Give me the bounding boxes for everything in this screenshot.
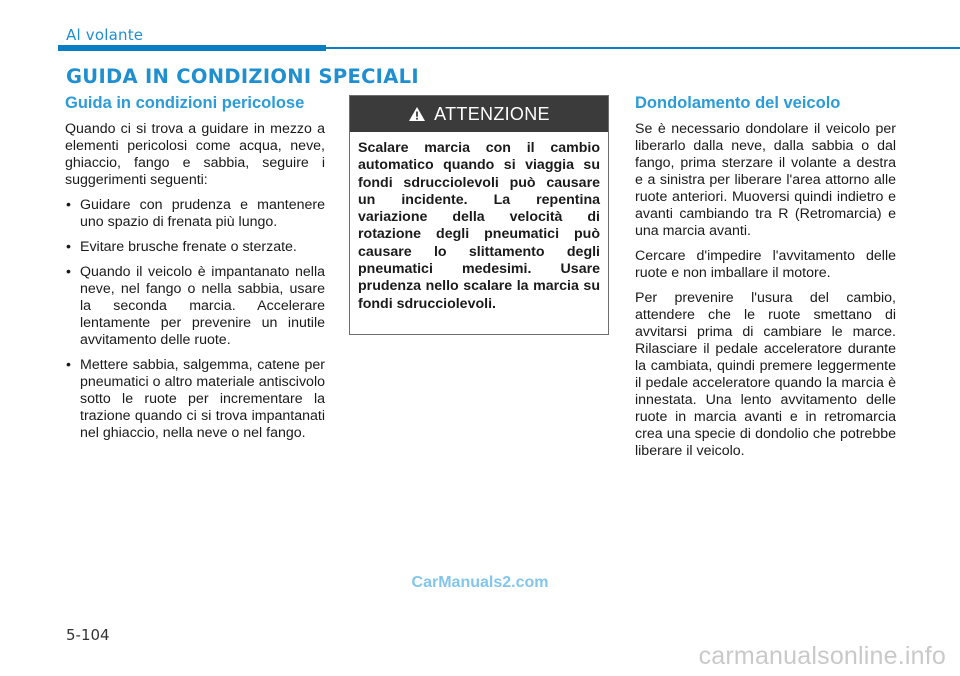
warning-triangle-icon [408,106,426,122]
section-label: Al volante [66,26,144,44]
warning-title: ATTENZIONE [434,103,550,124]
right-column [635,121,896,468]
right-paragraph: Per prevenire l'usura del cambio, attendere che le ruote smettano di avvitarsi prima di cambiare le marce. Rilasciare il pedale acceleratore durante la cambiata, quindi premere leggermente il pedale acceleratore quando la marcia è innestata. Una lento avvitamento delle ruote in marcia avanti e in retromarcia crea una specie di dondolio che potrebbe liberare il veicolo. [635,290,896,459]
tips-list [65,197,325,442]
warning-header [350,96,608,132]
warning-text: Scalare marcia con il cambio automatico quando si viaggia su fondi sdrucciolevoli può causare un incidente. La repentina variazione della velocità di rotazione degli pneumatici può causare lo slittamento degli pneumatici medesimi. Usare prudenza nello scalare la marcia su fondi sdrucciolevoli. [358,140,600,312]
right-paragraph: Cercare d'impedire l'avvitamento delle ruote e non imballare il motore. [635,248,896,281]
page-number: 5-104 [66,626,110,644]
warning-box [349,95,609,335]
header-rule-thick [58,45,326,51]
left-intro: Quando ci si trova a guidare in mezzo a elementi pericolosi come acqua, neve, ghiaccio, fango e sabbia, seguire i suggerimenti seguenti: [65,121,325,188]
carmanuals-watermark: CarManuals2.com [411,574,549,591]
header-rule-thin [326,47,960,49]
right-paragraph: Se è necessario dondolare il veicolo per liberarlo dalla neve, dalla sabbia o dal fango, prima sterzare il volante a destra e a sinistra per liberare l'area attorno alle ruote anteriori. Muoversi quindi indietro e avanti cambiando tra R (Retromarcia) e una marcia avanti. [635,121,896,239]
left-column [65,121,325,450]
list-item: • Guidare con prudenza e mantenere uno spazio di frenata più lungo. [65,197,325,231]
site-watermark: carmanualsonline.info [698,642,946,670]
list-item: • Evitare brusche frenate o sterzate. [65,239,325,256]
page-title: GUIDA IN CONDIZIONI SPECIALI [66,65,419,88]
list-item: • Quando il veicolo è impantanato nella neve, nel fango o nella sabbia, usare la seconda marcia. Accelerare lentamente per prevenire un inutile avvitamento delle ruote. [65,264,325,349]
list-item: • Mettere sabbia, salgemma, catene per pneumatici o altro materiale antiscivolo sotto le ruote per incrementare la trazione quando ci si trova impantanati nel ghiaccio, nella neve o nel fango. [65,357,325,442]
right-column-heading: Dondolamento del veicolo [635,94,841,112]
left-column-heading: Guida in condizioni pericolose [65,94,305,112]
